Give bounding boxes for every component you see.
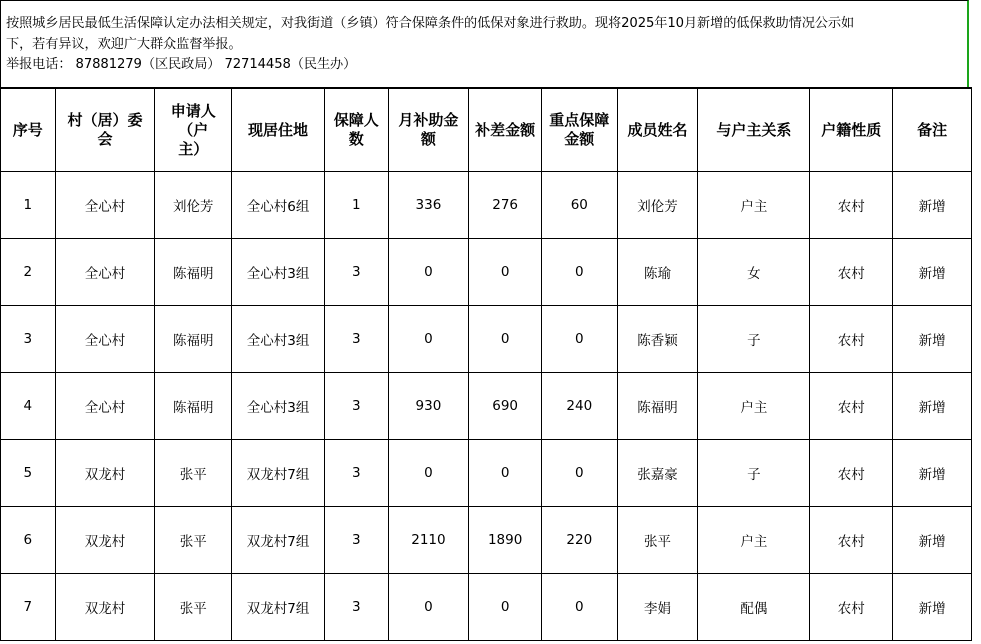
cell-index[interactable]: 6 bbox=[1, 507, 56, 574]
cell-index[interactable]: 5 bbox=[1, 440, 56, 507]
cell-monthly-amount[interactable]: 336 bbox=[388, 172, 469, 239]
cell-relation[interactable]: 户主 bbox=[698, 373, 810, 440]
cell-committee[interactable]: 双龙村 bbox=[55, 440, 155, 507]
cell-residence[interactable]: 全心村6组 bbox=[232, 172, 325, 239]
cell-key-amount[interactable]: 240 bbox=[541, 373, 617, 440]
cell-people-count[interactable]: 3 bbox=[324, 373, 388, 440]
header-member-name[interactable]: 成员姓名 bbox=[617, 88, 698, 172]
header-row bbox=[1, 88, 972, 172]
cell-member-name[interactable]: 张平 bbox=[617, 507, 698, 574]
cell-monthly-amount[interactable]: 0 bbox=[388, 440, 469, 507]
cell-diff-amount[interactable]: 0 bbox=[469, 239, 542, 306]
cell-household-type[interactable]: 农村 bbox=[810, 440, 893, 507]
cell-remark[interactable]: 新增 bbox=[893, 507, 972, 574]
cell-remark[interactable]: 新增 bbox=[893, 574, 972, 641]
table-row bbox=[1, 239, 972, 306]
cell-committee[interactable]: 全心村 bbox=[55, 239, 155, 306]
header-key-amount[interactable]: 重点保障金额 bbox=[541, 88, 617, 172]
header-index[interactable]: 序号 bbox=[1, 88, 56, 172]
cell-applicant[interactable]: 张平 bbox=[155, 507, 232, 574]
cell-committee[interactable]: 全心村 bbox=[55, 373, 155, 440]
header-diff-amount[interactable]: 补差金额 bbox=[469, 88, 542, 172]
cell-index[interactable]: 4 bbox=[1, 373, 56, 440]
cell-monthly-amount[interactable]: 930 bbox=[388, 373, 469, 440]
cell-monthly-amount[interactable]: 2110 bbox=[388, 507, 469, 574]
cell-diff-amount[interactable]: 1890 bbox=[469, 507, 542, 574]
table-row bbox=[1, 574, 972, 641]
cell-household-type[interactable]: 农村 bbox=[810, 507, 893, 574]
cell-key-amount[interactable]: 220 bbox=[541, 507, 617, 574]
cell-key-amount[interactable]: 60 bbox=[541, 172, 617, 239]
cell-people-count[interactable]: 3 bbox=[324, 507, 388, 574]
cell-residence[interactable]: 双龙村7组 bbox=[232, 440, 325, 507]
table-row bbox=[1, 373, 972, 440]
cell-applicant[interactable]: 陈福明 bbox=[155, 306, 232, 373]
cell-residence[interactable]: 全心村3组 bbox=[232, 373, 325, 440]
cell-remark[interactable]: 新增 bbox=[893, 440, 972, 507]
cell-committee[interactable]: 双龙村 bbox=[55, 574, 155, 641]
cell-people-count[interactable]: 1 bbox=[324, 172, 388, 239]
cell-people-count[interactable]: 3 bbox=[324, 306, 388, 373]
cell-key-amount[interactable]: 0 bbox=[541, 306, 617, 373]
cell-index[interactable]: 3 bbox=[1, 306, 56, 373]
table-row bbox=[1, 440, 972, 507]
table-row bbox=[1, 172, 972, 239]
cell-remark[interactable]: 新增 bbox=[893, 373, 972, 440]
cell-relation[interactable]: 户主 bbox=[698, 507, 810, 574]
cell-committee[interactable]: 全心村 bbox=[55, 306, 155, 373]
cell-residence[interactable]: 全心村3组 bbox=[232, 239, 325, 306]
cell-index[interactable]: 2 bbox=[1, 239, 56, 306]
cell-applicant[interactable]: 刘伦芳 bbox=[155, 172, 232, 239]
cell-applicant[interactable]: 陈福明 bbox=[155, 373, 232, 440]
cell-household-type[interactable]: 农村 bbox=[810, 172, 893, 239]
cell-committee[interactable]: 全心村 bbox=[55, 172, 155, 239]
cell-household-type[interactable]: 农村 bbox=[810, 239, 893, 306]
cell-monthly-amount[interactable]: 0 bbox=[388, 574, 469, 641]
header-monthly-amount[interactable]: 月补助金额 bbox=[388, 88, 469, 172]
cell-residence[interactable]: 双龙村7组 bbox=[232, 507, 325, 574]
cell-relation[interactable]: 配偶 bbox=[698, 574, 810, 641]
header-committee[interactable]: 村（居）委会 bbox=[55, 88, 155, 172]
notice-line-2: 下，若有异议，欢迎广大群众监督举报。 bbox=[6, 36, 242, 52]
notice-line-1: 按照城乡居民最低生活保障认定办法相关规定，对我街道（乡镇）符合保障条件的低保对象进行救助。现将2025年10月新增的低保救助情况公示如 bbox=[6, 16, 855, 31]
cell-remark[interactable]: 新增 bbox=[893, 239, 972, 306]
cell-member-name[interactable]: 李娟 bbox=[617, 574, 698, 641]
cell-residence[interactable]: 全心村3组 bbox=[232, 306, 325, 373]
cell-relation[interactable]: 子 bbox=[698, 440, 810, 507]
cell-remark[interactable]: 新增 bbox=[893, 172, 972, 239]
notice-line-3: 举报电话： 87881279（区民政局） 72714458（民生办） bbox=[6, 57, 357, 72]
table-row bbox=[1, 306, 972, 373]
header-relation[interactable]: 与户主关系 bbox=[698, 88, 810, 172]
cell-applicant[interactable]: 张平 bbox=[155, 574, 232, 641]
cell-household-type[interactable]: 农村 bbox=[810, 373, 893, 440]
cell-people-count[interactable]: 3 bbox=[324, 239, 388, 306]
cell-member-name[interactable]: 陈福明 bbox=[617, 373, 698, 440]
cell-member-name[interactable]: 张嘉豪 bbox=[617, 440, 698, 507]
header-remark[interactable]: 备注 bbox=[893, 88, 972, 172]
cell-household-type[interactable]: 农村 bbox=[810, 306, 893, 373]
relief-table bbox=[0, 87, 972, 641]
cell-people-count[interactable]: 3 bbox=[324, 440, 388, 507]
cell-remark[interactable]: 新增 bbox=[893, 306, 972, 373]
table-row bbox=[1, 507, 972, 574]
cell-committee[interactable]: 双龙村 bbox=[55, 507, 155, 574]
cell-member-name[interactable]: 陈香颖 bbox=[617, 306, 698, 373]
header-applicant[interactable]: 申请人（户主） bbox=[155, 88, 232, 172]
cell-household-type[interactable]: 农村 bbox=[810, 574, 893, 641]
cell-monthly-amount[interactable]: 0 bbox=[388, 239, 469, 306]
cell-diff-amount[interactable]: 690 bbox=[469, 373, 542, 440]
header-residence[interactable]: 现居住地 bbox=[232, 88, 325, 172]
cell-applicant[interactable]: 陈福明 bbox=[155, 239, 232, 306]
cell-key-amount[interactable]: 0 bbox=[541, 440, 617, 507]
header-household-type[interactable]: 户籍性质 bbox=[810, 88, 893, 172]
cell-relation[interactable]: 子 bbox=[698, 306, 810, 373]
cell-diff-amount[interactable]: 0 bbox=[469, 306, 542, 373]
cell-member-name[interactable]: 刘伦芳 bbox=[617, 172, 698, 239]
notice-cell[interactable] bbox=[0, 0, 969, 87]
cell-relation[interactable]: 女 bbox=[698, 239, 810, 306]
cell-relation[interactable]: 户主 bbox=[698, 172, 810, 239]
cell-key-amount[interactable]: 0 bbox=[541, 574, 617, 641]
cell-residence[interactable]: 双龙村7组 bbox=[232, 574, 325, 641]
cell-applicant[interactable]: 张平 bbox=[155, 440, 232, 507]
cell-diff-amount[interactable]: 276 bbox=[469, 172, 542, 239]
cell-index[interactable]: 7 bbox=[1, 574, 56, 641]
cell-people-count[interactable]: 3 bbox=[324, 574, 388, 641]
cell-diff-amount[interactable]: 0 bbox=[469, 440, 542, 507]
cell-key-amount[interactable]: 0 bbox=[541, 239, 617, 306]
cell-diff-amount[interactable]: 0 bbox=[469, 574, 542, 641]
cell-index[interactable]: 1 bbox=[1, 172, 56, 239]
header-people-count[interactable]: 保障人数 bbox=[324, 88, 388, 172]
cell-monthly-amount[interactable]: 0 bbox=[388, 306, 469, 373]
cell-member-name[interactable]: 陈瑜 bbox=[617, 239, 698, 306]
